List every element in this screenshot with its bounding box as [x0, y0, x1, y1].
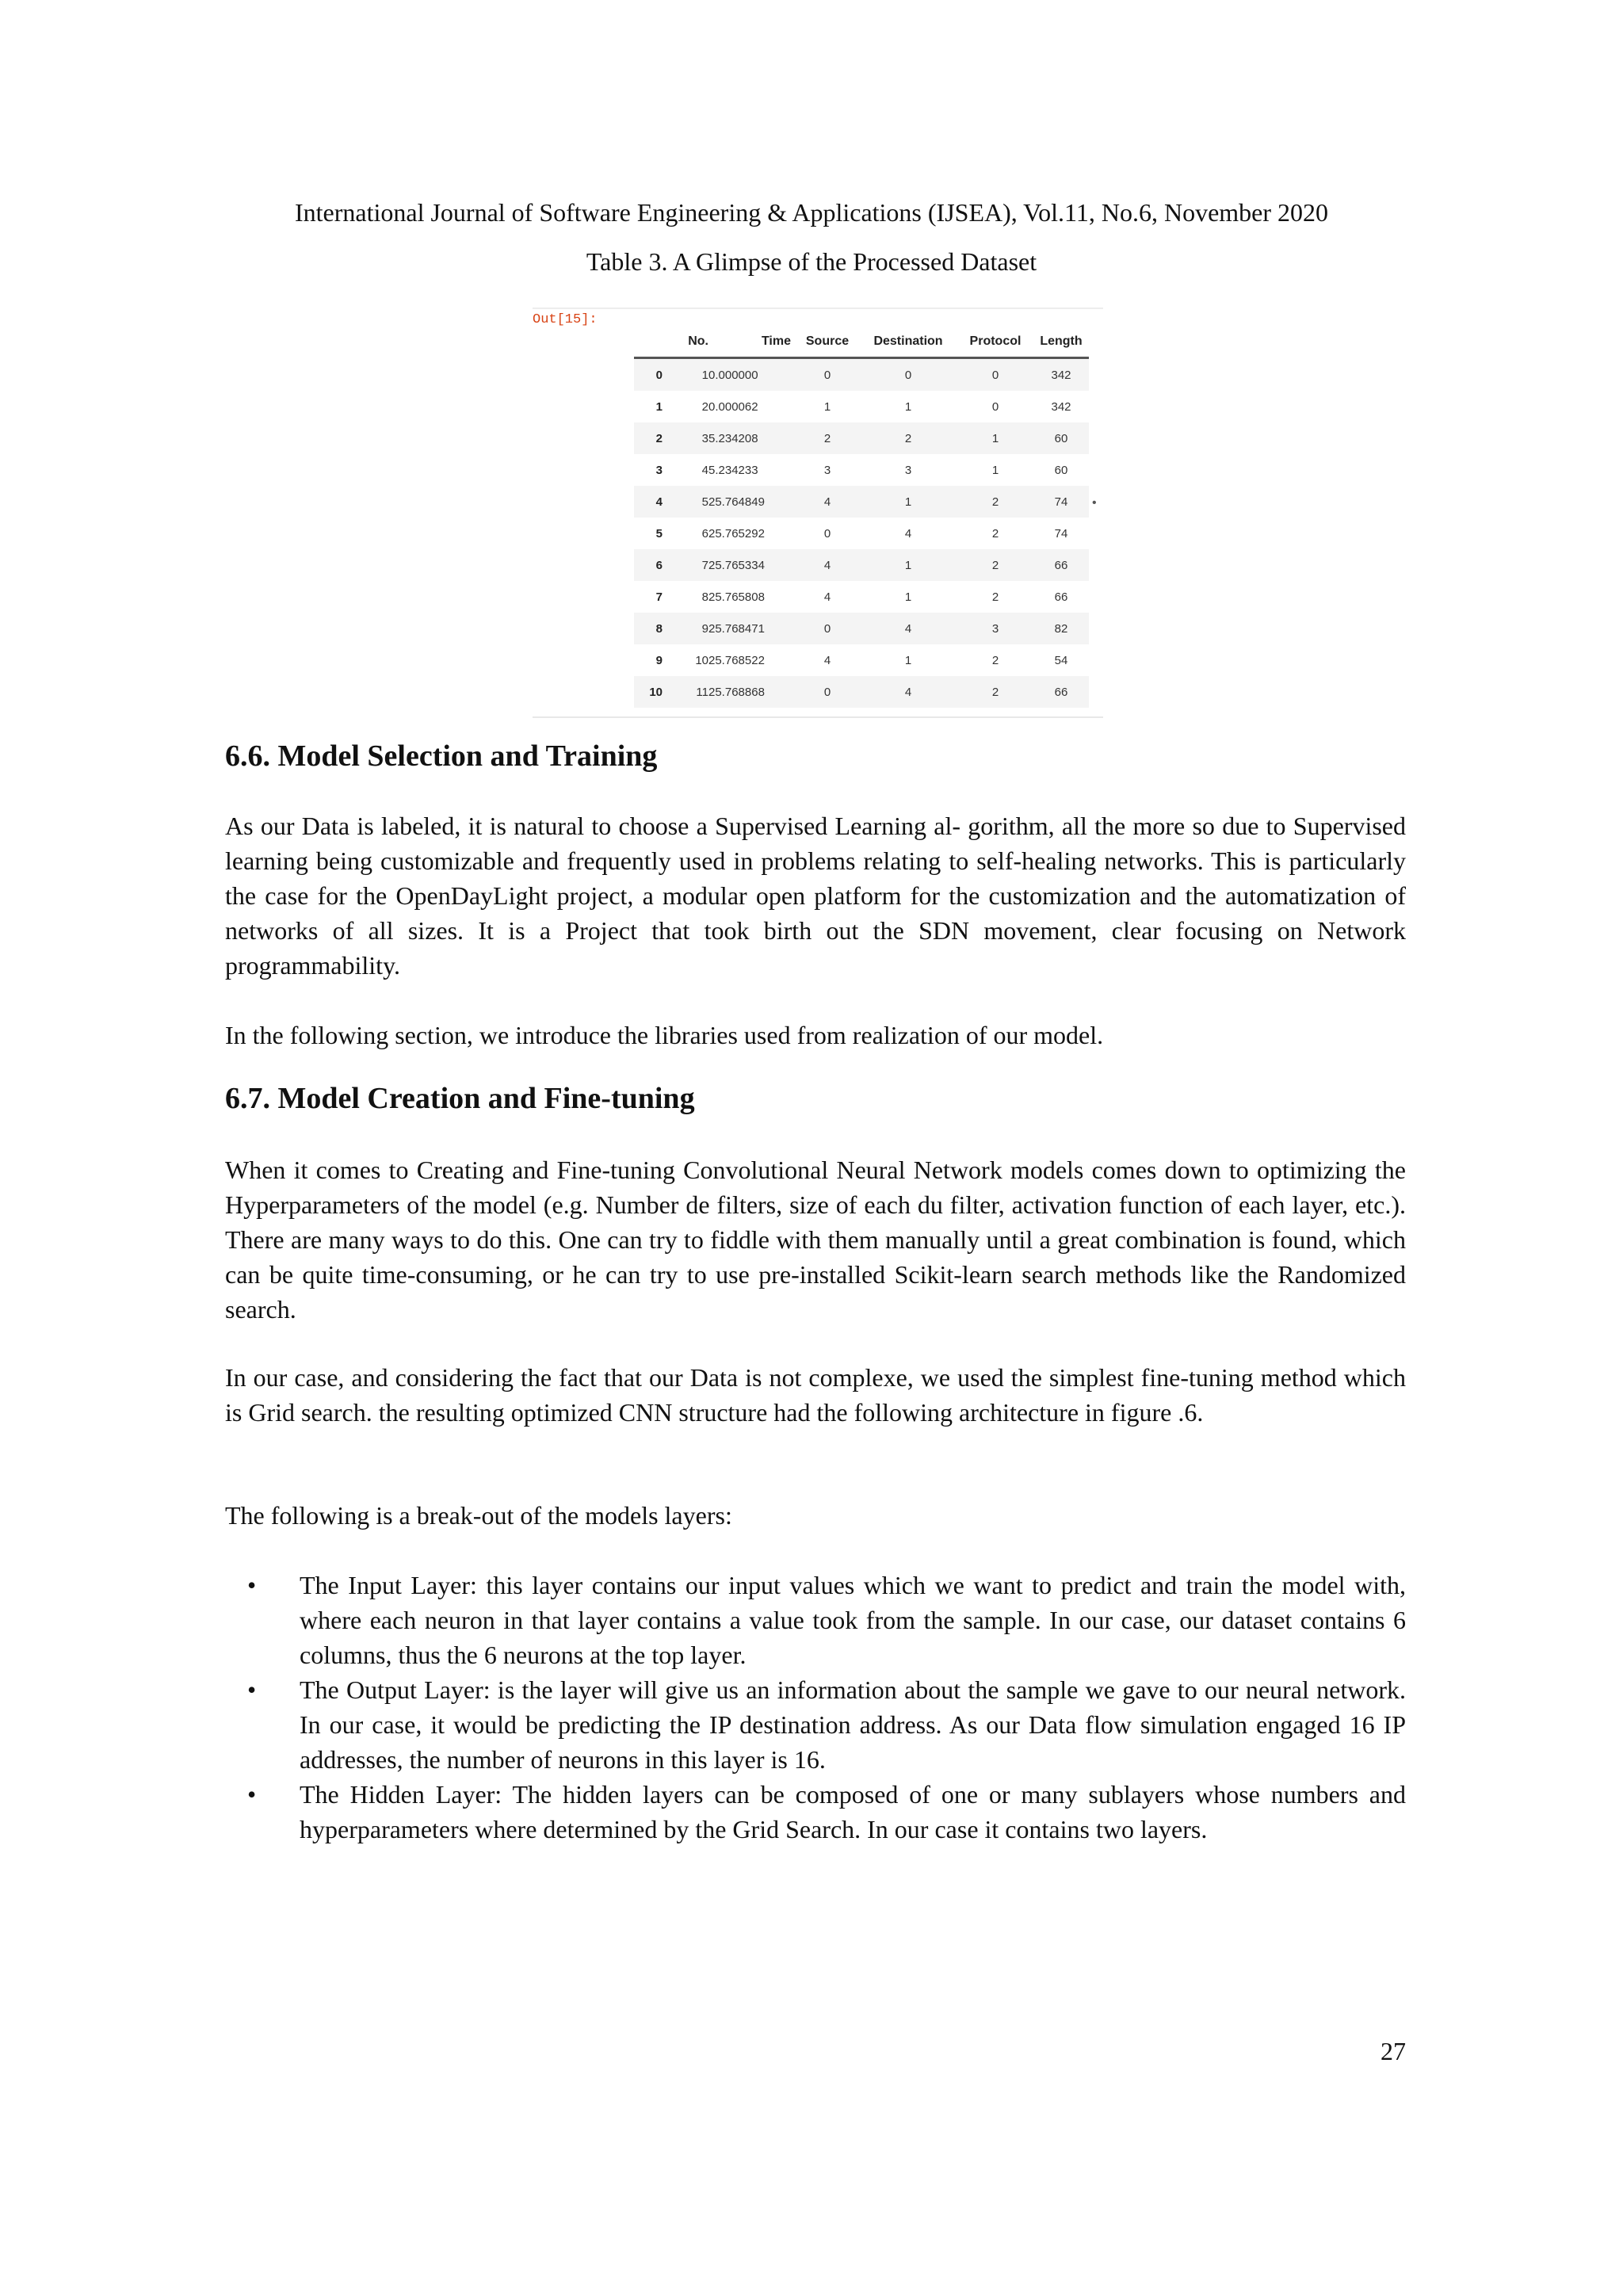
table-cell-time: 25.768522 [708, 653, 765, 667]
table-cell-time: 25.765808 [708, 590, 765, 604]
table-caption: Table 3. A Glimpse of the Processed Dataset [586, 247, 1037, 276]
table-cell-length: 60 [1054, 463, 1068, 477]
stray-dot-mark: • [1092, 496, 1097, 510]
table-cell-destination: 1 [904, 495, 912, 509]
bullet-text-hidden-layer: The Hidden Layer: The hidden layers can be composed of one or many sublayers whose numbers and hyperparameters where determined by the Grid Search. In our case it contains two layers. [300, 1780, 1406, 1843]
table-cell-no: 1 [701, 368, 708, 382]
row-index-cell: 8 [655, 621, 663, 636]
table-row [634, 644, 1089, 676]
table-row [634, 358, 1089, 392]
table-row [634, 676, 1089, 708]
table-row [634, 518, 1089, 549]
table-cell-no: 5 [701, 495, 708, 509]
table-cell-protocol: 2 [991, 653, 999, 667]
table-cell-no: 11 [696, 685, 708, 699]
table-cell-no: 6 [701, 526, 708, 541]
table-cell-length: 82 [1054, 621, 1068, 636]
table-cell-time: 25.768471 [708, 621, 765, 636]
paragraph-fine-tuning: When it comes to Creating and Fine-tuning Convolutional Neural Network models comes down to optimizing the Hyperparameters of the model (e.g. Number de filters, size of each du filter, activation function of each layer, etc.). There are many ways to do this. One can try to fiddle with them manually until a great combination is found, which can be quite time-consuming, or he can try to use pre-installed Scikit-learn search methods like the Randomized search. [225, 1156, 1406, 1324]
table-cell-no: 8 [701, 590, 708, 604]
table-row [634, 549, 1089, 581]
bullet-text-output-layer: The Output Layer: is the layer will give us an information about the sample we gave to our neural network. In our case, it would be predicting the IP destination address. As our Data flow simulation engaged 16 IP addresses, the number of neurons in this layer is 16. [300, 1675, 1406, 1774]
table-cell-protocol: 2 [991, 558, 999, 572]
table-cell-source: 0 [823, 526, 831, 541]
running-header: International Journal of Software Engineering & Applications (IJSEA), Vol.11, No.6, November 2020 [294, 198, 1329, 227]
table-row [634, 486, 1089, 518]
table-cell-destination: 1 [904, 399, 912, 414]
table-cell-protocol: 2 [991, 590, 999, 604]
table-cell-protocol: 3 [991, 621, 999, 636]
table-cell-length: 74 [1054, 526, 1068, 541]
table-cell-time: 0.000062 [708, 399, 758, 414]
table-cell-destination: 4 [904, 685, 912, 699]
table-header-row [634, 327, 1089, 358]
table-cell-time: 25.768868 [708, 685, 765, 699]
layers-bullet-list [225, 1568, 1406, 1847]
row-index-cell: 2 [655, 431, 663, 445]
paragraph-grid-search: In our case, and considering the fact that our Data is not complexe, we used the simplest fine-tuning method which is Grid search. the resulting optimized CNN structure had the following architecture in figure .6. [225, 1363, 1406, 1427]
bullet-symbol: • [247, 1571, 257, 1599]
row-index-cell: 5 [655, 526, 663, 541]
section-heading-6-6: 6.6. Model Selection and Training [225, 739, 658, 773]
table-cell-protocol: 2 [991, 685, 999, 699]
list-item [225, 1568, 1406, 1672]
list-item [225, 1777, 1406, 1847]
table-cell-no: 7 [701, 558, 708, 572]
table-row [634, 422, 1089, 454]
list-item [225, 1672, 1406, 1777]
table-cell-length: 74 [1054, 495, 1068, 509]
table-cell-length: 342 [1051, 368, 1071, 382]
table-cell-destination: 0 [904, 368, 912, 382]
dataset-table [634, 327, 1089, 708]
paragraph-model-selection: As our Data is labeled, it is natural to choose a Supervised Learning al- gorithm, all the more so due to Supervised learning being customizable and frequently used in problems relating to self-healing networks. This is particularly the case for the OpenDayLight project, a modular open platform for the customization and the automatization of networks of all sizes. It is a Project that took birth out the SDN movement, clear focusing on Network programmability. [225, 812, 1406, 980]
table-cell-no: 2 [701, 399, 708, 414]
table-cell-time: 25.765334 [708, 558, 765, 572]
section-heading-6-7: 6.7. Model Creation and Fine-tuning [225, 1082, 695, 1115]
table-row [634, 581, 1089, 613]
table-cell-no: 3 [701, 431, 708, 445]
table-cell-no: 4 [701, 463, 708, 477]
bullet-symbol: • [247, 1780, 257, 1809]
table-cell-destination: 4 [904, 526, 912, 541]
page-number: 27 [1381, 2037, 1406, 2065]
table-row [634, 613, 1089, 644]
bullet-text-input-layer: The Input Layer: this layer contains our input values which we want to predict and train the model with, where each neuron in that layer contains a value took from the sample. In our case, our dataset contains 6 columns, thus the 6 neurons at the top layer. [300, 1571, 1406, 1669]
column-header-source: Source [796, 327, 859, 358]
table-cell-protocol: 0 [991, 399, 999, 414]
table-cell-no: 10 [695, 653, 708, 667]
table-cell-source: 0 [823, 621, 831, 636]
out-prompt: Out[15]: [533, 312, 598, 327]
table-cell-time: 25.764849 [708, 495, 765, 509]
notebook-output-table [533, 308, 1103, 718]
row-index-cell: 1 [655, 399, 663, 414]
table-row [634, 454, 1089, 486]
table-cell-source: 4 [823, 653, 831, 667]
column-header-time: Time [708, 327, 796, 358]
table-cell-protocol: 1 [991, 431, 999, 445]
table-cell-source: 0 [823, 368, 831, 382]
table-cell-source: 4 [823, 590, 831, 604]
table-cell-protocol: 2 [991, 526, 999, 541]
table-cell-source: 3 [823, 463, 831, 477]
bullet-symbol: • [247, 1675, 257, 1704]
table-cell-no: 9 [701, 621, 708, 636]
table-cell-length: 342 [1051, 399, 1071, 414]
row-index-cell: 7 [655, 590, 663, 604]
row-index-cell: 10 [649, 685, 663, 699]
column-header-no: No. [674, 327, 708, 358]
table-cell-source: 1 [823, 399, 831, 414]
table-cell-time: 5.234208 [708, 431, 758, 445]
table-cell-destination: 1 [904, 653, 912, 667]
table-cell-protocol: 1 [991, 463, 999, 477]
table-cell-source: 2 [823, 431, 831, 445]
row-index-cell: 9 [655, 653, 663, 667]
table-cell-source: 4 [823, 558, 831, 572]
table-row [634, 391, 1089, 422]
table-cell-time: 5.234233 [708, 463, 758, 477]
table-cell-length: 66 [1054, 558, 1068, 572]
index-header [634, 327, 674, 358]
table-cell-length: 66 [1054, 685, 1068, 699]
table-cell-destination: 3 [904, 463, 912, 477]
table-cell-time: 0.000000 [708, 368, 758, 382]
table-cell-length: 66 [1054, 590, 1068, 604]
paragraph-libraries-intro: In the following section, we introduce the libraries used from realization of our model. [225, 1021, 1104, 1049]
paragraph-layers-intro: The following is a break-out of the models layers: [225, 1501, 732, 1530]
table-cell-source: 4 [823, 495, 831, 509]
table-cell-protocol: 0 [991, 368, 999, 382]
row-index-cell: 4 [655, 495, 663, 509]
table-cell-length: 54 [1054, 653, 1068, 667]
column-header-protocol: Protocol [957, 327, 1033, 358]
table-cell-length: 60 [1054, 431, 1068, 445]
table-cell-destination: 4 [904, 621, 912, 636]
column-header-length: Length [1033, 327, 1089, 358]
table-cell-destination: 2 [904, 431, 912, 445]
table-cell-source: 0 [823, 685, 831, 699]
table-cell-time: 25.765292 [708, 526, 765, 541]
table-cell-destination: 1 [904, 558, 912, 572]
table-cell-protocol: 2 [991, 495, 999, 509]
row-index-cell: 3 [655, 463, 663, 477]
row-index-cell: 0 [655, 368, 663, 382]
row-index-cell: 6 [655, 558, 663, 572]
table-cell-destination: 1 [904, 590, 912, 604]
column-header-destination: Destination [859, 327, 957, 358]
